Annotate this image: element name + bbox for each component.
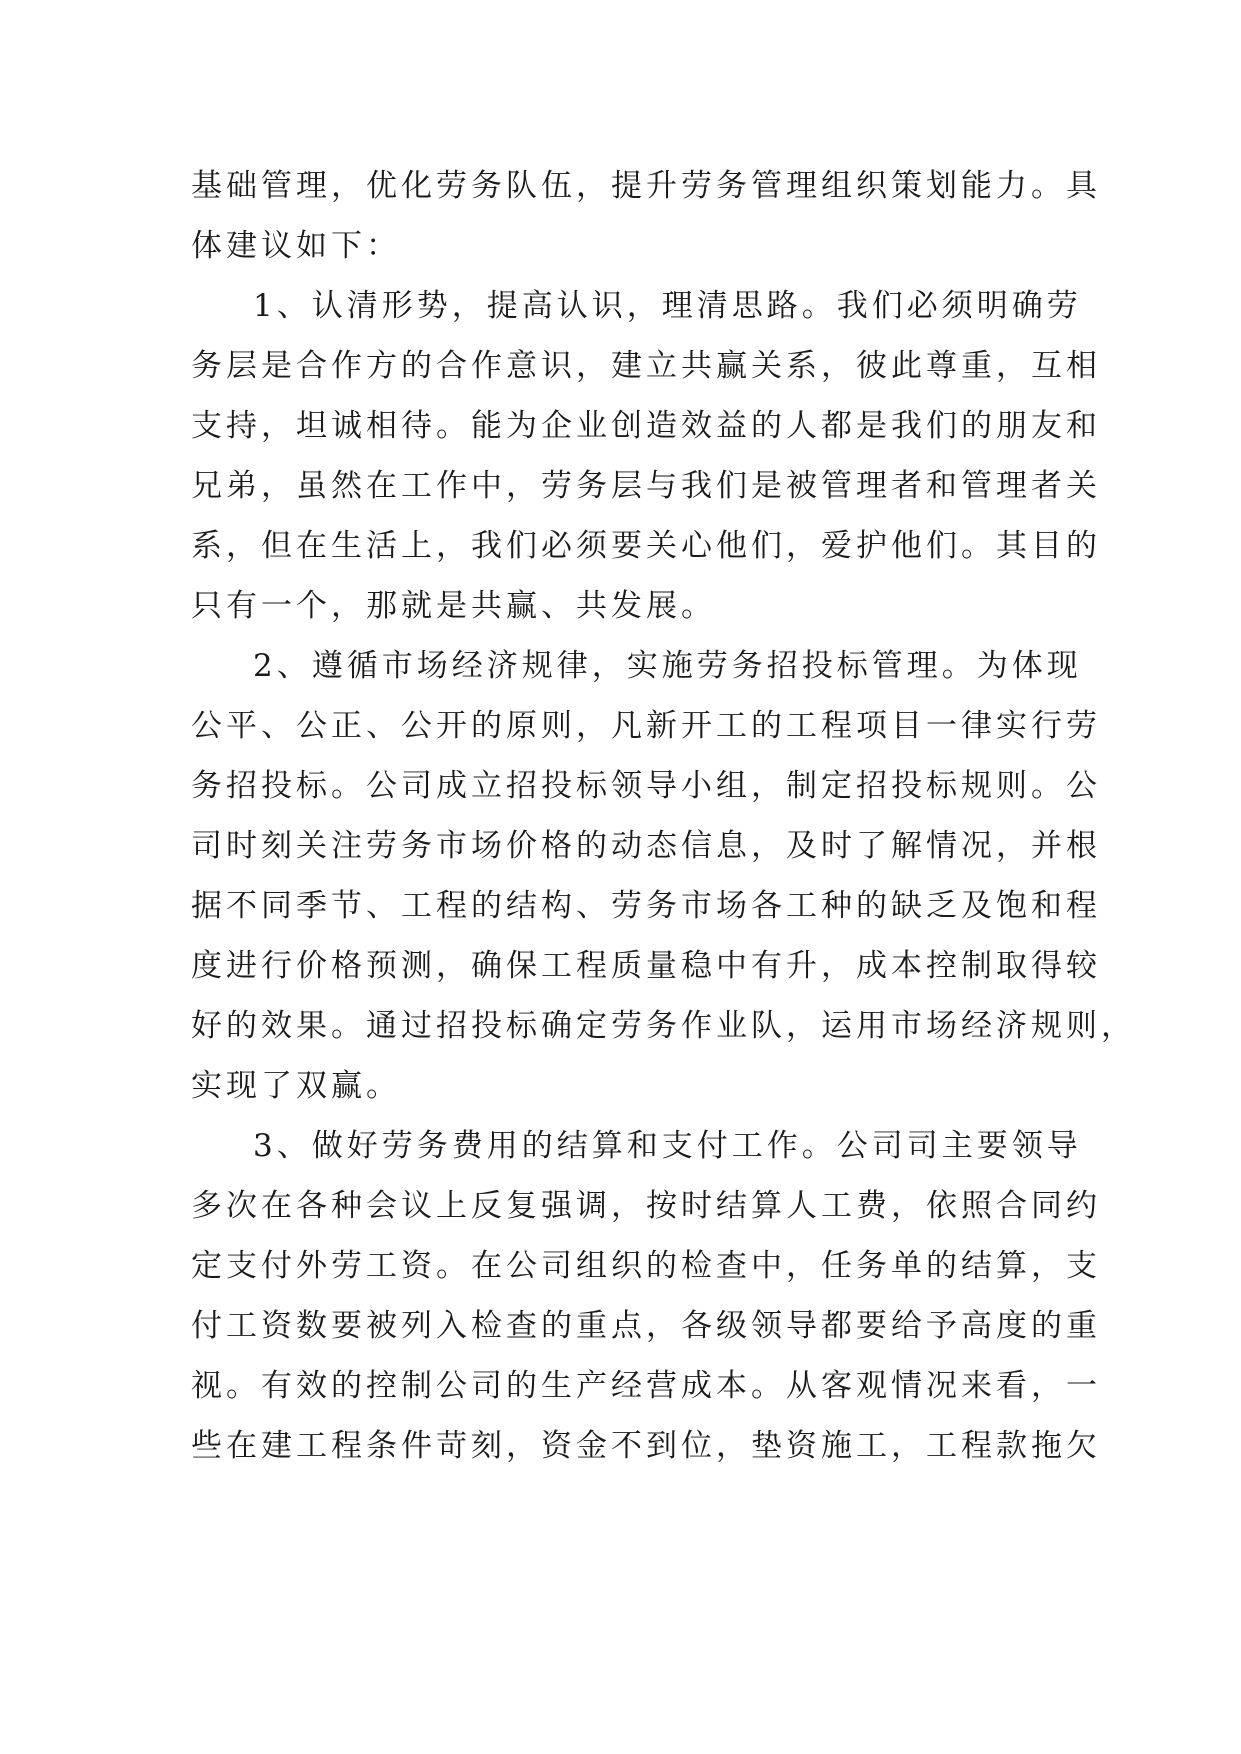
paragraph-item-1 xyxy=(191,276,1101,636)
text-line: 1、认清形势，提高认识，理清思路。我们必须明确劳 xyxy=(253,288,1082,324)
text-line: 只有一个，那就是共赢、共发展。 xyxy=(191,588,716,624)
text-line: 体建议如下： xyxy=(191,228,401,264)
text-line: 支持，坦诚相待。能为企业创造效益的人都是我们的朋友和 xyxy=(191,408,1101,444)
paragraph-item-2 xyxy=(191,636,1136,1116)
document-body xyxy=(191,156,1136,1476)
paragraph-item-3 xyxy=(191,1116,1101,1476)
text-line: 2、遵循市场经济规律，实施劳务招投标管理。为体现 xyxy=(253,648,1082,684)
text-line: 视。有效的控制公司的生产经营成本。从客观情况来看，一 xyxy=(191,1368,1101,1404)
paragraph-continuation xyxy=(191,156,1101,276)
text-line: 系，但在生活上，我们必须要关心他们，爱护他们。其目的 xyxy=(191,528,1101,564)
text-line: 定支付外劳工资。在公司组织的检查中，任务单的结算，支 xyxy=(191,1248,1101,1284)
text-line: 务招投标。公司成立招投标领导小组，制定招投标规则。公 xyxy=(191,768,1101,804)
text-line: 3、做好劳务费用的结算和支付工作。公司司主要领导 xyxy=(253,1128,1082,1164)
text-line: 好的效果。通过招投标确定劳务作业队，运用市场经济规则， xyxy=(191,1008,1136,1044)
text-line: 据不同季节、工程的结构、劳务市场各工种的缺乏及饱和程 xyxy=(191,888,1101,924)
text-line: 公平、公正、公开的原则，凡新开工的工程项目一律实行劳 xyxy=(191,708,1101,744)
text-line: 司时刻关注劳务市场价格的动态信息，及时了解情况，并根 xyxy=(191,828,1101,864)
text-line: 度进行价格预测，确保工程质量稳中有升，成本控制取得较 xyxy=(191,948,1101,984)
text-line: 些在建工程条件苛刻，资金不到位，垫资施工，工程款拖欠 xyxy=(191,1428,1101,1464)
text-line: 付工资数要被列入检查的重点，各级领导都要给予高度的重 xyxy=(191,1308,1101,1344)
text-line: 兄弟，虽然在工作中，劳务层与我们是被管理者和管理者关 xyxy=(191,468,1101,504)
text-line: 基础管理，优化劳务队伍，提升劳务管理组织策划能力。具 xyxy=(191,168,1101,204)
text-line: 实现了双赢。 xyxy=(191,1068,401,1104)
text-line: 多次在各种会议上反复强调，按时结算人工费，依照合同约 xyxy=(191,1188,1101,1224)
text-line: 务层是合作方的合作意识，建立共赢关系，彼此尊重，互相 xyxy=(191,348,1101,384)
